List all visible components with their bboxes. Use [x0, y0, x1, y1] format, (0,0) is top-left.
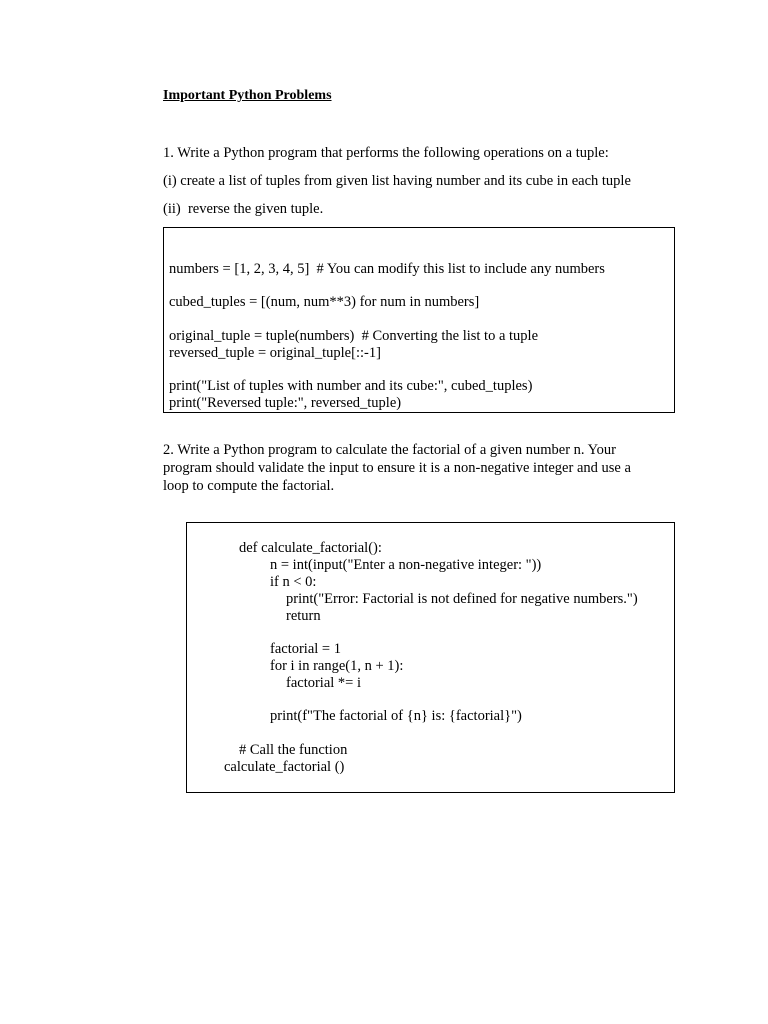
- question-1-line-1: 1. Write a Python program that performs the following operations on a tuple:: [163, 145, 609, 161]
- code-line: print("Error: Factorial is not defined for negative numbers."): [286, 591, 638, 607]
- question-2-line-2: program should validate the input to ensure it is a non-negative integer and use a: [163, 460, 631, 476]
- code-line: cubed_tuples = [(num, num**3) for num in numbers]: [169, 294, 480, 310]
- question-2-line-1: 2. Write a Python program to calculate the factorial of a given number n. Your: [163, 442, 616, 458]
- question-1-line-2: (i) create a list of tuples from given list having number and its cube in each tuple: [163, 173, 631, 189]
- code-line: reversed_tuple = original_tuple[::-1]: [169, 345, 381, 361]
- code-line: print("Reversed tuple:", reversed_tuple): [169, 395, 402, 411]
- code-line: if n < 0:: [270, 574, 317, 590]
- code-line: return: [286, 608, 321, 624]
- code-line: n = int(input("Enter a non-negative integer: ")): [270, 557, 542, 573]
- code-line: print("List of tuples with number and its cube:", cubed_tuples): [169, 378, 533, 394]
- code-line: for i in range(1, n + 1):: [270, 658, 404, 674]
- code-line: original_tuple = tuple(numbers) # Converting the list to a tuple: [169, 328, 538, 344]
- code-line: numbers = [1, 2, 3, 4, 5] # You can modify this list to include any numbers: [169, 261, 605, 277]
- code-line: calculate_factorial (): [224, 759, 345, 775]
- question-2-line-3: loop to compute the factorial.: [163, 478, 335, 494]
- code-line: def calculate_factorial():: [239, 540, 382, 556]
- code-comment: # Call the function: [239, 742, 348, 758]
- document-title: Important Python Problems: [163, 88, 332, 103]
- code-line: factorial = 1: [270, 641, 341, 657]
- code-line: print(f"The factorial of {n} is: {factorial}"): [270, 708, 522, 724]
- question-1-line-3: (ii) reverse the given tuple.: [163, 201, 324, 217]
- code-line: factorial *= i: [286, 675, 362, 691]
